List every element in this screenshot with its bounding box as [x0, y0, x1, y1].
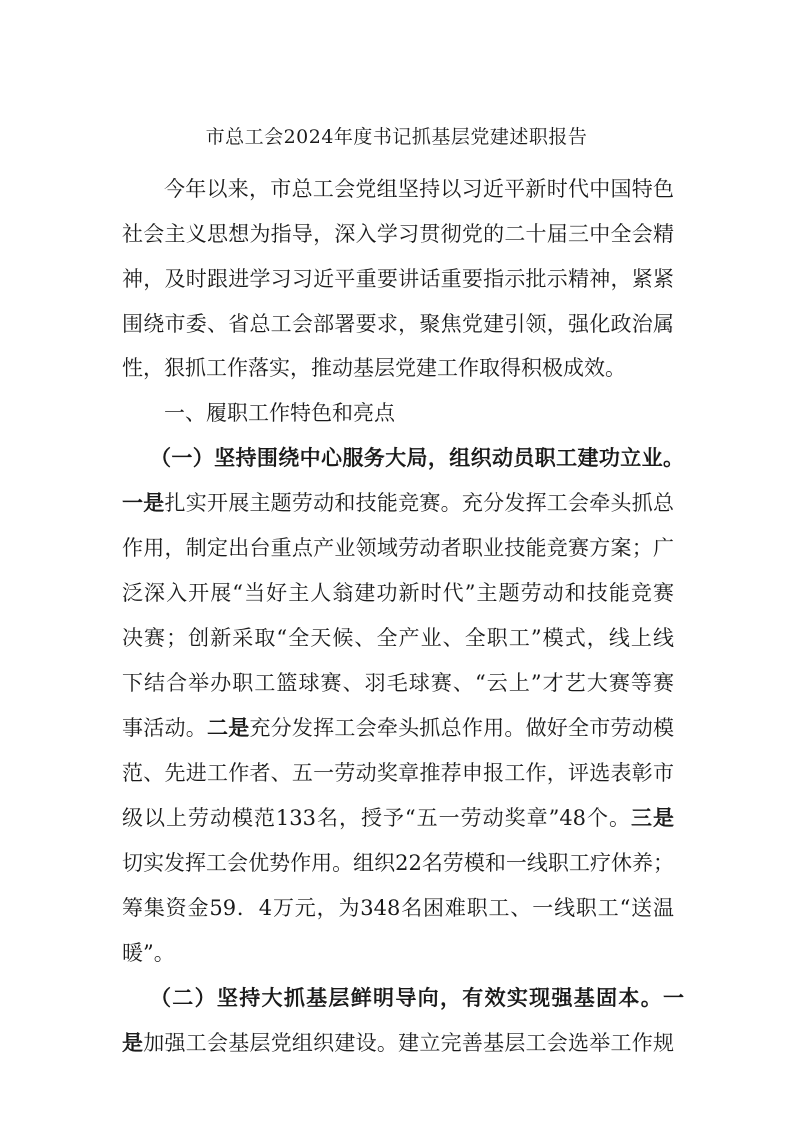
item-1-marker-3: 三是 [631, 806, 675, 830]
item-1-line-5: 决赛；创新采取“全天候、全产业、全职工”模式，线上线 [122, 626, 674, 650]
intro-line-4: 围绕市委、省总工会部署要求，聚焦党建引领，强化政治属 [122, 312, 674, 336]
item-1-line-2: 一是扎实开展主题劳动和技能竞赛。充分发挥工会牵头抓总 [122, 491, 675, 515]
item-1-line-7: 事活动。二是充分发挥工会牵头抓总作用。做好全市劳动模 [122, 716, 675, 740]
item-1-line-9: 级以上劳动模范133名，授予“五一劳动奖章”48个。三是 [122, 806, 675, 830]
item-1-line-12: 暖”。 [122, 941, 175, 965]
item-1-line-3: 作用，制定出台重点产业领域劳动者职业技能竞赛方案；广 [122, 536, 674, 560]
intro-line-3: 神，及时跟进学习习近平重要讲话重要指示批示精神，紧紧 [122, 267, 674, 291]
intro-line-5: 性，狠抓工作落实，推动基层党建工作取得积极成效。 [122, 356, 626, 380]
section-heading-1: 一、履职工作特色和亮点 [164, 401, 395, 425]
document-title: 市总工会2024年度书记抓基层党建述职报告 [205, 126, 588, 148]
item-2-marker-1: 是 [122, 1031, 144, 1055]
item-1-heading: （一）坚持围绕中心服务大局，组织动员职工建功立业。 [150, 446, 684, 470]
item-1-line-6: 下结合举办职工篮球赛、羽毛球赛、“云上”才艺大赛等赛 [122, 671, 674, 695]
item-1-line-11: 筹集资金59．4万元，为348名困难职工、一线职工“送温 [122, 896, 674, 920]
item-2-line-2: 是加强工会基层党组织建设。建立完善基层工会选举工作规 [122, 1031, 675, 1055]
item-1-marker-1: 一是 [122, 491, 165, 515]
item-1-line-10: 切实发挥工会优势作用。组织22名劳模和一线职工疗休养； [122, 851, 674, 875]
item-2-heading: （二）坚持大抓基层鲜明导向，有效实现强基固本。一 [150, 986, 684, 1010]
intro-line-2: 社会主义思想为指导，深入学习贯彻党的二十届三中全会精 [122, 222, 674, 246]
intro-line-1: 今年以来，市总工会党组坚持以习近平新时代中国特色 [164, 177, 674, 201]
item-1-line-4: 泛深入开展“当好主人翁建功新时代”主题劳动和技能竞赛 [122, 581, 674, 605]
item-1-marker-2: 二是 [206, 716, 250, 740]
item-1-line-8: 范、先进工作者、五一劳动奖章推荐申报工作，评选表彰市 [122, 761, 674, 785]
